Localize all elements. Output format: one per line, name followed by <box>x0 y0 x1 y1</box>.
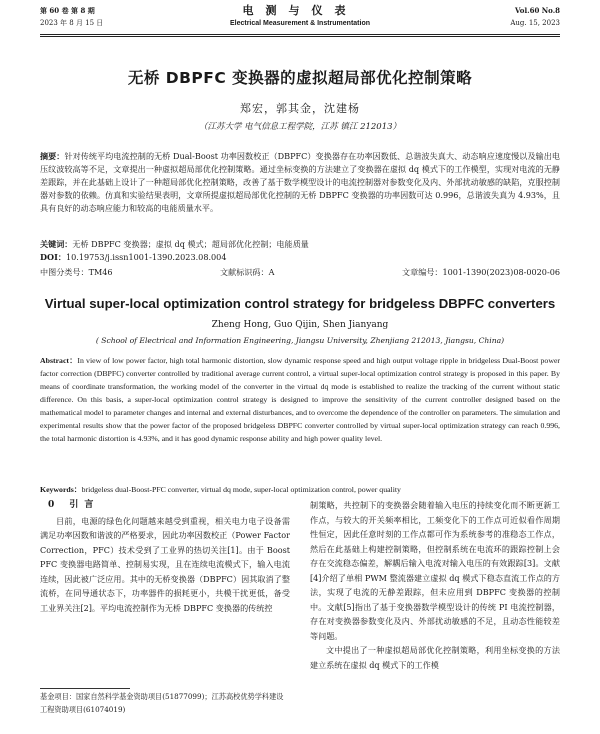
keywords-en <box>40 484 560 496</box>
abstract-label-en: Abstract： <box>40 356 78 365</box>
authors-en: Zheng Hong, Guo Qijin, Shen Jianyang <box>211 320 389 330</box>
doi-label: DOI： <box>40 252 66 262</box>
article-number: 文章编号：1001-1390(2023)08-0020-06 <box>402 267 560 277</box>
date-cn: 2023 年 8 月 15 日 <box>40 19 104 27</box>
journal-name-cn: 电测与仪表 <box>242 4 358 17</box>
abstract-text-cn: 针对传统平均电流控制的无桥 Dual-Boost 功率因数校正（DBPFC）变换器存在功率因数低、总谐波失真大、动态响应速度慢以及输出电压纹波较高等不足，文章提出一种虚拟超局部优化控制策略。通过坐标变换的方法建立了变换器在虚拟 dq 模式下的工作模型，实现对电流的无静差跟踪，并在此基础上设计了一种超局部优化控制策略，改善了基于数学模型设计的电流控制器对参数变化及内、外部扰动敏感的缺陷，克服控制器对参数的依赖。仿真和实验结果表明，文章所提虚拟超局部优化控制的无桥 DBPFC 变换器的功率因数可达 0.996，总谐波失真为 4.93%，且具有良好的动态响应能力和较高的电能质量水平。 <box>40 151 560 213</box>
keywords-text-cn: 无桥 DBPFC 变换器；虚拟 dq 模式；超局部优化控制；电能质量 <box>72 239 309 249</box>
document-code: 文献标识码：A <box>220 267 275 277</box>
funding-footnote: 基金项目：国家自然科学基金资助项目(51877099)；江苏高校优势学科建设工程资助项目(61074019) <box>40 692 284 714</box>
keywords-cn <box>40 238 560 251</box>
doi-value: 10.19753/j.issn1001-1390.2023.08.004 <box>65 252 227 262</box>
body-column-right <box>310 498 560 672</box>
paper-title-cn: 无桥 DBPFC 变换器的虚拟超局部优化控制策略 <box>127 69 473 87</box>
paper-title-en: Virtual super-local optimization control strategy for bridgeless DBPFC converters <box>44 296 556 311</box>
doi-line <box>40 251 560 264</box>
body-column-left <box>40 498 290 615</box>
keywords-label-en: Keywords： <box>40 485 82 494</box>
abstract-text-en: In view of low power factor, high total harmonic distortion, slow dynamic response speed and high output voltage ripple in bridgeless Dual-Boost power factor correction (DBPFC) converter controlled by traditional average current control, a virtual super-local optimization control strategy is proposed in this paper. By means of coordinate transformation, the working model of the converter in the virtual dq mode is established to realize the tracking of the current without static difference. On this basis, a super-local optimization control strategy is designed to improve the sensitivity of the current controller designed based on the mathematical model to parameter changes and internal and external disturbances, and to overcome the dependence of the controller on parameters. The simulation and experimental results show that the power factor of the proposed bridgeless DBPFC converter controlled by virtual super-local optimization strategy can reach 0.996, the total harmonic distortion is 4.93%, and it has good dynamic response ability and high power quality level. <box>40 356 561 443</box>
section-heading-introduction: 0 引言 <box>48 500 100 510</box>
clc-number: 中图分类号：TM46 <box>40 267 113 277</box>
body-paragraph: 目前，电源的绿色化问题越来越受到重视，相关电力电子设备需满足功率因数和谐波的严格要求，因此功率因数校正（Power Factor Correction，PFC）技术受到了工业界的热切关注[1]。由于 Boost PFC 变换器电路简单、控制易实现，且在连续电流模式下，输入电流连续，因此被广泛应用。其中的无桥变换器（DBPFC）因其取消了整流桥，在同导通状态下，功率器件的损耗更小，共模干扰更低，备受工业界关注[2]。平均电流控制作为无桥 DBPFC 变换器的传统控 <box>40 515 290 613</box>
footnote-divider <box>40 688 130 689</box>
header-rule-thick <box>40 34 560 35</box>
affiliation-cn: （江苏大学 电气信息工程学院，江苏 镇江 212013） <box>198 122 402 132</box>
volume-en: Vol.60 No.8 <box>515 6 560 15</box>
header-rule-thin <box>40 36 560 37</box>
abstract-en <box>40 354 560 445</box>
abstract-label-cn: 摘要： <box>40 151 65 161</box>
authors-cn: 郑宏，郭其金，沈建杨 <box>240 102 360 115</box>
running-header <box>40 6 560 32</box>
body-paragraph: 文中提出了一种虚拟超局部优化控制策略，利用坐标变换的方法建立系统在虚拟 dq 模式下的工作模 <box>310 645 560 670</box>
date-en: Aug. 15, 2023 <box>510 19 560 27</box>
journal-name-en: Electrical Measurement & Instrumentation <box>229 20 371 27</box>
affiliation-en: ( School of Electrical and Information Engineering, Jiangsu University, Zhenjiang 212013, Jiangsu, China) <box>95 336 505 345</box>
abstract-cn <box>40 150 560 215</box>
volume-cn: 第 60 卷 第 8 期 <box>40 6 95 15</box>
body-paragraph: 制策略，共控制下的变换器会随着输入电压的持续变化而不断更新工作点，与较大的开关频率相比，工频变化下的工作点可近似看作周期性恒定，因此任意时刻的工作点都可作为系统参考的准稳态工作点，然后在此基础上构建控制策略，但控制系统在电流环的跟踪控制上会存在交流稳态偏差，解耦后输入电流对输入电压的有效跟踪[3]。文献[4]介绍了单相 PWM 整流器建立虚拟 dq 模式下稳态直流工作点的方法，实现了电流的无静差跟踪，但未应用到 DBPFC 变换器的控制中。文献[5]指出了基于变换器数学模型设计的传统 PI 电流控制器，存在对变换器参数变化及内、外部扰动敏感的不足，且动态性能较差等问题。 <box>310 500 560 641</box>
keywords-text-en: bridgeless dual-Boost-PFC converter, virtual dq mode, super-local optimization control, power quality <box>81 485 401 494</box>
keywords-label-cn: 关键词： <box>40 239 73 249</box>
